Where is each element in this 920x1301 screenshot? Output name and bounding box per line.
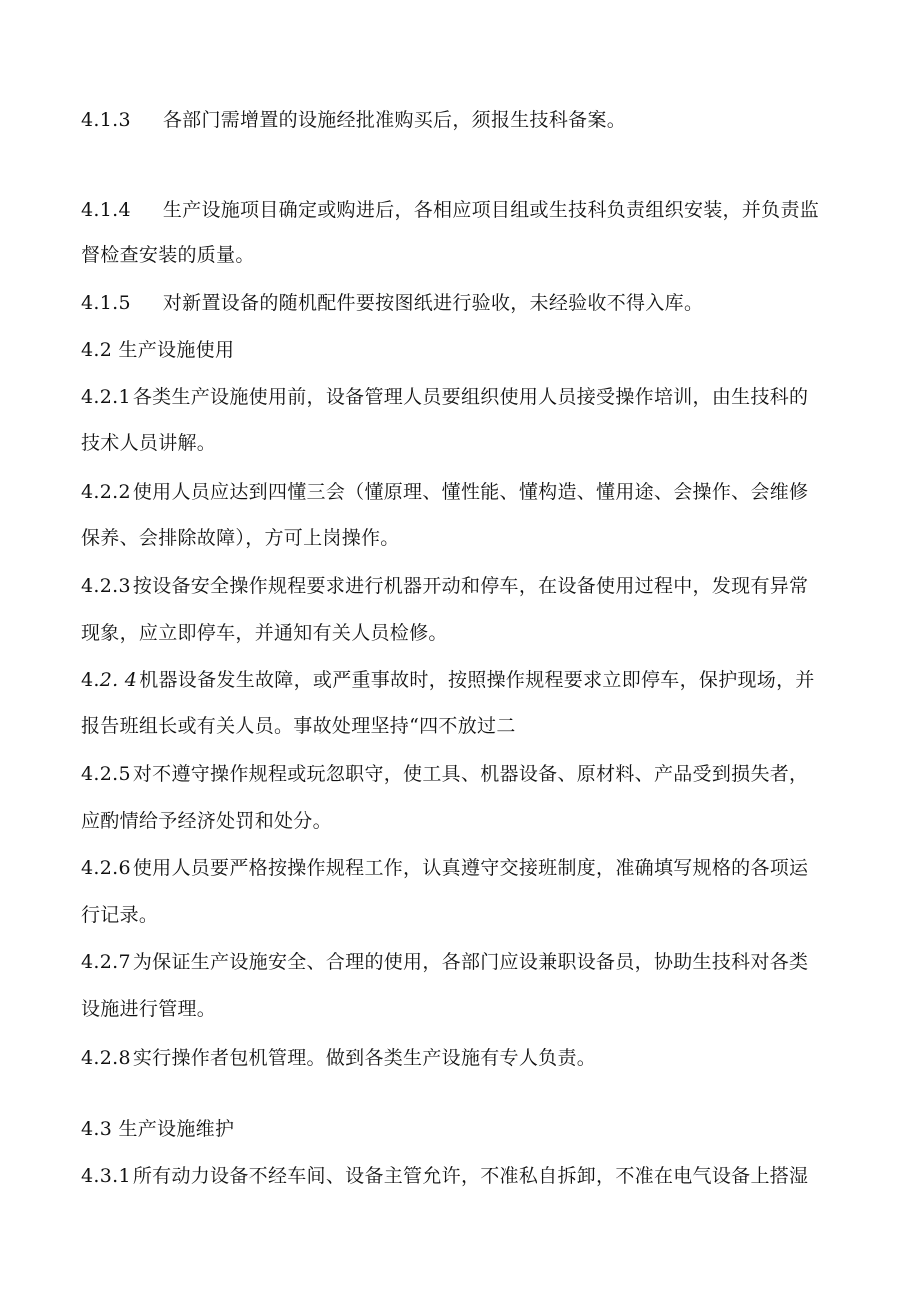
clause-text: 对新置设备的随机配件要按图纸进行验收，未经验收不得入库。 — [162, 292, 704, 314]
clause-number: 4.2.3 — [81, 575, 131, 597]
clause-text: 保养、会排除故障），方可上岗操作。 — [81, 527, 400, 549]
clause-text: 督检查安装的质量。 — [81, 244, 255, 266]
clause-text: 所有动力设备不经车间、设备主管允许，不准私自拆卸，不准在电气设备上搭湿 — [132, 1165, 809, 1187]
clause-number: 4.1.4 — [81, 199, 131, 221]
clause-text: 使用人员要严格按操作规程工作，认真遵守交接班制度，准确填写规格的各项运 — [132, 857, 809, 879]
clause-text: 按设备安全操作规程要求进行机器开动和停车，在设备使用过程中，发现有异常 — [132, 575, 809, 597]
clause-4-2-7-cont — [81, 997, 216, 1021]
clause-4-2-3-cont — [81, 621, 448, 645]
clause-4-2-1-cont — [81, 431, 216, 455]
clause-number-part: 4. — [81, 669, 100, 691]
clause-4-2-6-cont — [81, 903, 158, 927]
clause-number-part-italic: 2. 4 — [99, 669, 138, 691]
clause-text: 机器设备发生故障，或严重事故时，按照操作规程要求立即停车，保护现场，并 — [139, 669, 815, 691]
clause-text: 行记录。 — [81, 904, 159, 926]
clause-4-1-5 — [81, 291, 703, 315]
clause-4-1-4 — [81, 198, 819, 222]
clause-text: 为保证生产设施安全、合理的使用，各部门应设兼职设备员，协助生技科对各类 — [132, 951, 809, 973]
clause-text: 应酌情给予经济处罚和处分。 — [81, 810, 332, 832]
clause-number: 4.2.7 — [81, 951, 131, 973]
clause-number: 4.2.8 — [81, 1047, 131, 1069]
clause-4-2-5-cont — [81, 809, 332, 833]
clause-number — [81, 668, 137, 692]
clause-4-2-2-cont — [81, 526, 400, 550]
clause-4-2-4 — [81, 668, 815, 692]
clause-4-2-8 — [81, 1046, 596, 1070]
section-heading-4-3: 4.3 生产设施维护 — [81, 1118, 235, 1140]
clause-number: 4.1.3 — [81, 109, 131, 131]
clause-number: 4.2.6 — [81, 857, 131, 879]
section-heading-4-2: 4.2 生产设施使用 — [81, 339, 235, 361]
clause-text: 各部门需增置的设施经批准购买后，须报生技科备案。 — [162, 109, 627, 131]
clause-text: 生产设施项目确定或购进后，各相应项目组或生技科负责组织安装，并负责监 — [162, 199, 820, 221]
clause-4-2-5 — [81, 762, 808, 786]
clause-4-2-3 — [81, 574, 808, 598]
clause-number: 4.2.1 — [81, 386, 131, 408]
clause-4-2-4-cont — [81, 714, 516, 738]
clause-text: 对不遵守操作规程或玩忽职守，使工具、机器设备、原材料、产品受到损失者， — [132, 763, 809, 785]
clause-number: 4.2.2 — [81, 481, 131, 503]
clause-4-3-1 — [81, 1164, 808, 1188]
clause-text: 实行操作者包机管理。做到各类生产设施有专人负责。 — [132, 1047, 597, 1069]
clause-text: 现象，应立即停车，并通知有关人员检修。 — [81, 622, 448, 644]
clause-number: 4.3.1 — [81, 1165, 131, 1187]
clause-text: 技术人员讲解。 — [81, 432, 217, 454]
clause-4-1-3 — [81, 108, 626, 132]
clause-4-2-2 — [81, 480, 808, 504]
clause-number: 4.1.5 — [81, 292, 131, 314]
clause-text: 设施进行管理。 — [81, 998, 217, 1020]
clause-number: 4.2.5 — [81, 763, 131, 785]
clause-text: 报告班组长或有关人员。事故处理坚持“四不放过二 — [81, 715, 516, 737]
clause-4-2-7 — [81, 950, 808, 974]
clause-4-2-1 — [81, 385, 808, 409]
clause-4-1-4-cont — [81, 243, 255, 267]
clause-text: 使用人员应达到四懂三会（懂原理、懂性能、懂构造、懂用途、会操作、会维修 — [132, 481, 809, 503]
clause-4-2-6 — [81, 856, 808, 880]
clause-text: 各类生产设施使用前，设备管理人员要组织使用人员接受操作培训，由生技科的 — [132, 386, 809, 408]
